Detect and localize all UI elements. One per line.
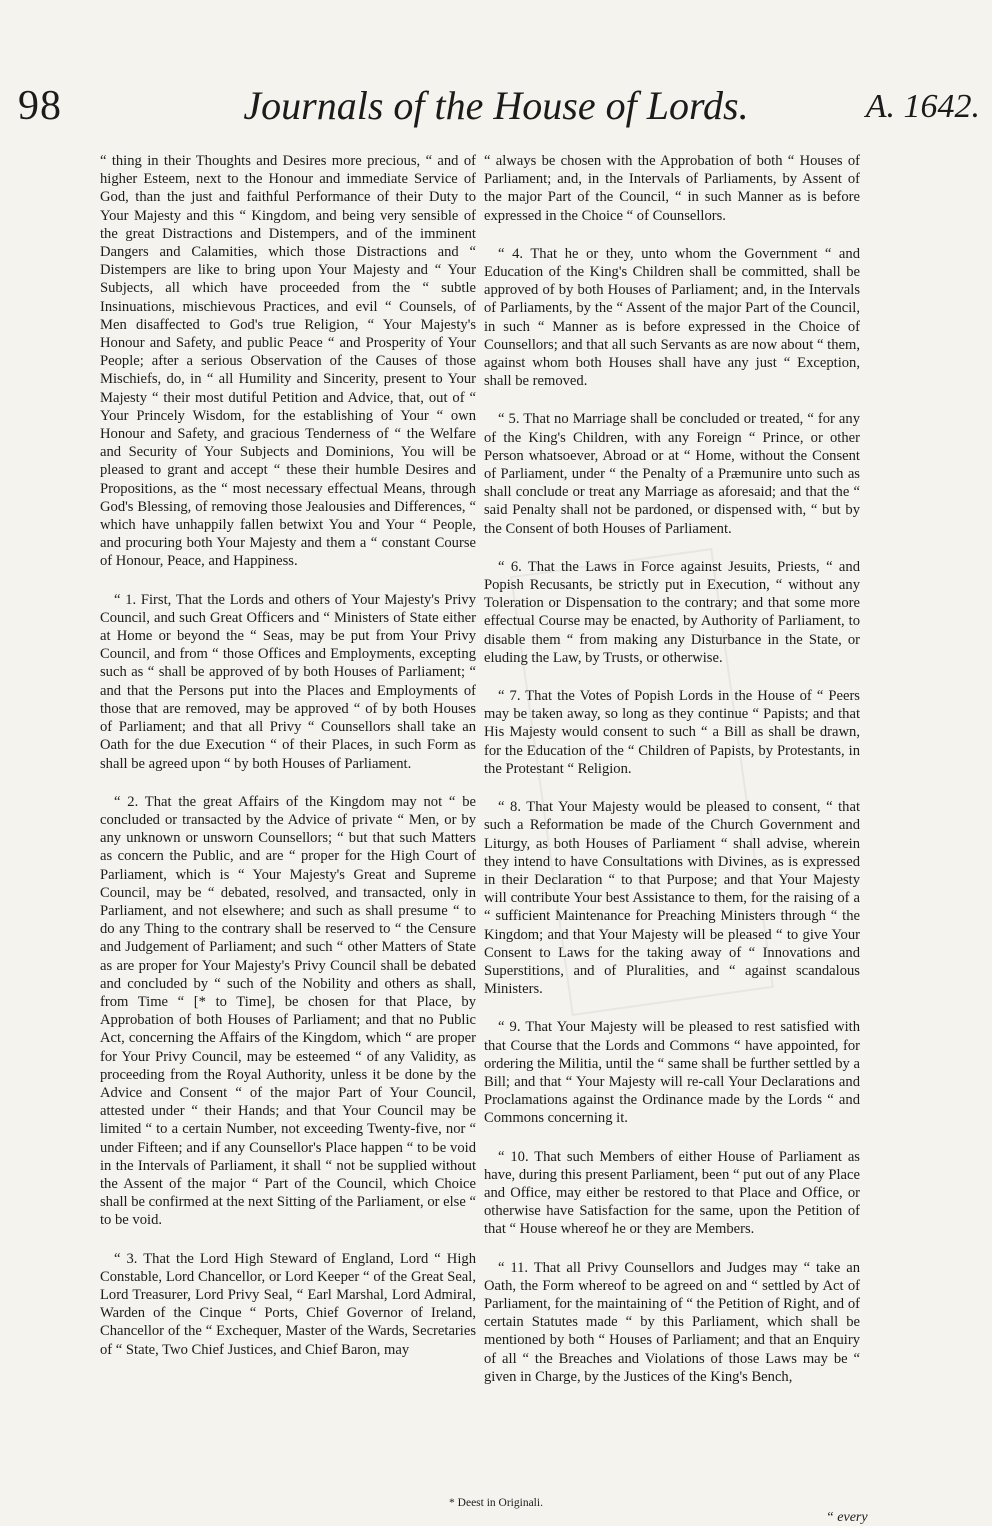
article-7: “ 7. That the Votes of Popish Lords in the House of “ Peers may be taken away, so long as they continue “ Papists; and that His Majesty would consent to such “ a Bill as shall be drawn, for the Education of the “ Children of Papists, by Protestants, in the Protestant “ Religion. xyxy=(484,688,860,777)
article-2: “ 2. That the great Affairs of the Kingdom may not “ be concluded or transacted by the Advice of private “ Men, or by any unknown or unsworn Counsellors; “ but that such Matters as concern the Public, and are “ proper for the High Court of Parliament, which is “ Your Majesty's Great and Supreme Council, may be “ debated, resolved, and transacted, only in Parliament, and not elsewhere; and such as shall presume “ to do any Thing to the contrary shall be reserved to “ the Censure and Judgement of Parliament; and such “ other Matters of State as are proper for Your Majesty's Privy Council shall be debated and concluded by “ such of the Nobility and others as shall, from Time “ [* to Time], be chosen for that Place, by Approbation of both Houses of Parliament; and that no Public Act, concerning the Affairs of the Kingdom, which “ are proper for Your Privy Council, may be esteemed “ of any Validity, as proceeding from the Royal Authority, unless it be done by the Advice and Consent “ of the major Part of Your Council, attested under “ their Hands; and that Your Council may be limited “ to a certain Number, not exceeding Twenty-five, nor “ under Fifteen; and if any Counsellor's Place happen “ to be void in the Intervals of Parliament, it shall “ not be supplied without the Assent of the major “ Part of the Council, which Choice shall be confirmed at the next Sitting of the Parliament, or else “ to be void. xyxy=(100,793,476,1229)
year-label: A. 1642. xyxy=(865,88,980,125)
article-5: “ 5. That no Marriage shall be concluded or treated, “ for any of the King's Children, with any Foreign “ Prince, or other Person whatsoever, Abroad or at “ Home, without the Consent of Parliament, under “ the Penalty of a Præmunire unto such as shall conclude or treat any Marriage as aforesaid; and that the “ said Penalty shall not be pardoned, or dispensed with, “ but by the Consent of both Houses of Parliament. xyxy=(484,411,860,537)
article-10: “ 10. That such Members of either House of Parliament as have, during this present Parliament, been “ put out of any Place and Office, may either be restored to that Place and Office, or otherwise have Satisfaction for the same, upon the Petition of that “ House whereof he or they are Members. xyxy=(484,1148,860,1238)
article-3: “ 3. That the Lord High Steward of England, Lord “ High Constable, Lord Chancellor, or Lord Keeper “ of the Great Seal, Lord Treasurer, Lord Privy Seal, “ Earl Marshal, Lord Admiral, Warden of the Cinque “ Ports, Chief Governor of Ireland, Chancellor of the “ Exchequer, Master of the Wards, Secretaries of “ State, Two Chief Justices, and Chief Baron, may xyxy=(100,1250,476,1358)
left-column xyxy=(100,152,476,1359)
running-title: Journals of the House of Lords. xyxy=(243,83,749,128)
catchword: “ every xyxy=(826,1510,868,1525)
article-1: “ 1. First, That the Lords and others of Your Majesty's Privy Council, and such Great Officers and “ Ministers of State either at Home or beyond the “ Seas, may be put from Your Privy Council, and from “ those Offices and Employments, excepting such as “ shall be approved of by both Houses of Parliament; “ and that the Persons put into the Places and Employments of those that are removed, may be approved “ of by both Houses of Parliament; and that all Privy “ Counsellors shall take an Oath for the due Execution “ of their Places, in such Form as shall be agreed upon “ by both Houses of Parliament. xyxy=(100,591,476,772)
paragraph: “ always be chosen with the Approbation of both “ Houses of Parliament; and, in the Intervals of Parliaments, by Assent of the major Part of the Council, “ in such Manner as is before expressed in the Choice “ of Counsellors. xyxy=(484,153,860,224)
page-header xyxy=(0,78,992,138)
right-column xyxy=(484,152,860,1386)
article-9: “ 9. That Your Majesty will be pleased to rest satisfied with that Course that the Lords and Commons “ have appointed, for ordering the Militia, until the “ same shall be further settled by a Bill; and that “ Your Majesty will re-call Your Declarations and Proclamations against the Ordinance made by the Lords “ and Commons concerning it. xyxy=(484,1019,860,1127)
article-4: “ 4. That he or they, unto whom the Government “ and Education of the King's Children shall be committed, shall be approved of by both Houses of Parliament; and, in the Intervals of Parliaments, by the “ Assent of the major Part of the Council, in such “ Manner as is before expressed in the Choice of Counsellors; and that all such Servants as are now about “ them, against whom both Houses shall have any just “ Exception, shall be removed. xyxy=(484,245,860,390)
page-number: 98 xyxy=(18,83,62,129)
article-6: “ 6. That the Laws in Force against Jesuits, Priests, “ and Popish Recusants, be strictly put in Execution, “ without any Toleration or Dispensation to the contrary; and that some more effectual Course may be enacted, by Authority of Parliament, to disable them “ from making any Disturbance in the State, or eluding the Law, by Trusts, or otherwise. xyxy=(484,558,860,666)
paragraph: “ thing in their Thoughts and Desires more precious, “ and of higher Esteem, next to the Honour and immediate Service of God, than the just and faithful Performance of their Duty to Your Majesty and this “ Kingdom, and being very sensible of the great Distractions and Distempers, and of the imminent Dangers and Calamities, which those Distractions and “ Distempers are like to bring upon Your Majesty and “ Your Subjects, all which have proceeded from the “ subtle Insinuations, mischievous Practices, and evil “ Counsels, of Men disaffected to God's true Religion, “ Your Majesty's Honour and Safety, and public Peace “ and Prosperity of Your People; after a serious Observation of the Causes of those Mischiefs, do, in “ all Humility and Sincerity, present to Your Majesty “ their most dutiful Petition and Advice, that, out of “ Your Princely Wisdom, for the establishing of Your “ own Honour and Safety, and gracious Tenderness of “ the Welfare and Security of Your Subjects and Dominions, You will be pleased to grant and accept “ these their humble Desires and Propositions, as the “ most necessary effectual Means, through God's Blessing, of removing those Jealousies and Differences, “ which have unhappily fallen betwixt You and Your “ People, and procuring both Your Majesty and them a “ constant Course of Honour, Peace, and Happiness. xyxy=(100,153,476,570)
article-11: “ 11. That all Privy Counsellors and Judges may “ take an Oath, the Form whereof to be agreed on and “ settled by Act of Parliament, for the maintaining of “ the Petition of Right, and of certain Statutes made “ by this Parliament, which shall be mentioned by both “ Houses of Parliament; and that an Enquiry of all “ the Breaches and Violations of those Laws may be “ given in Charge, by the Justices of the King's Bench, xyxy=(484,1259,860,1385)
article-8: “ 8. That Your Majesty would be pleased to consent, “ that such a Reformation be made of the Church Government and Liturgy, as both Houses of Parliament “ shall advise, wherein they intend to have Consultations with Divines, as is expressed in their Declaration “ to that Purpose; and that Your Majesty will contribute Your best Assistance to them, for the raising of a “ sufficient Maintenance for Preaching Ministers through “ the Kingdom; and that Your Majesty will be pleased “ to give Your Consent to Laws for the taking away of “ Innovations and Superstitions, and of Pluralities, and “ against scandalous Ministers. xyxy=(484,799,860,998)
footnote: * Deest in Originali. xyxy=(449,1497,543,1509)
